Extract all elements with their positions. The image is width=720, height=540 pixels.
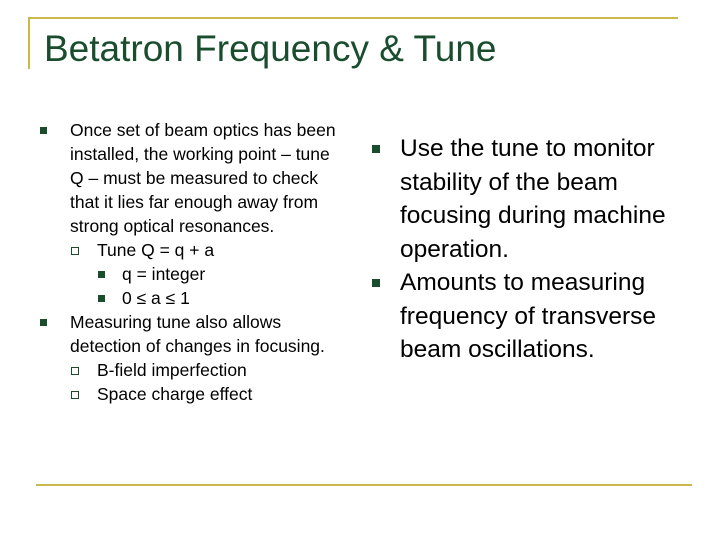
square-bullet-icon xyxy=(98,271,105,278)
left-bullet-1-text: Once set of beam optics has been installed, the working point – tune Q – must be measured to check that it lies far enough away from strong optical resonances. xyxy=(70,120,336,236)
right-bullet-1-text: Use the tune to monitor stability of the beam focusing during machine operation. xyxy=(400,135,666,263)
left-subbullet-tune xyxy=(40,238,340,262)
frame-left-line xyxy=(28,17,30,69)
frame-top-line xyxy=(28,17,678,19)
a-range-text: 0 ≤ a ≤ 1 xyxy=(122,288,190,308)
bfield-text: B-field imperfection xyxy=(97,360,247,380)
space-charge-text: Space charge effect xyxy=(97,384,253,404)
right-column xyxy=(372,132,692,367)
square-bullet-icon xyxy=(40,319,47,326)
square-bullet-icon xyxy=(98,295,105,302)
hollow-square-bullet-icon xyxy=(71,247,79,255)
left-subsub-q xyxy=(40,262,340,286)
left-subsub-a xyxy=(40,286,340,310)
left-bullet-1 xyxy=(40,118,340,238)
right-bullet-2 xyxy=(372,266,692,367)
hollow-square-bullet-icon xyxy=(71,391,79,399)
frame-bottom-line xyxy=(36,484,692,486)
right-bullet-1 xyxy=(372,132,692,266)
q-integer-text: q = integer xyxy=(122,264,206,284)
square-bullet-icon xyxy=(372,145,380,153)
left-column xyxy=(40,118,340,406)
hollow-square-bullet-icon xyxy=(71,367,79,375)
square-bullet-icon xyxy=(372,279,380,287)
left-subbullet-bfield xyxy=(40,358,340,382)
left-subbullet-spacecharge xyxy=(40,382,340,406)
square-bullet-icon xyxy=(40,127,47,134)
left-bullet-2-text: Measuring tune also allows detection of changes in focusing. xyxy=(70,312,325,356)
right-bullet-2-text: Amounts to measuring frequency of transverse beam oscillations. xyxy=(400,269,657,363)
left-bullet-2 xyxy=(40,310,340,358)
slide-title: Betatron Frequency & Tune xyxy=(44,28,497,69)
tune-formula-text: Tune Q = q + a xyxy=(97,240,215,260)
